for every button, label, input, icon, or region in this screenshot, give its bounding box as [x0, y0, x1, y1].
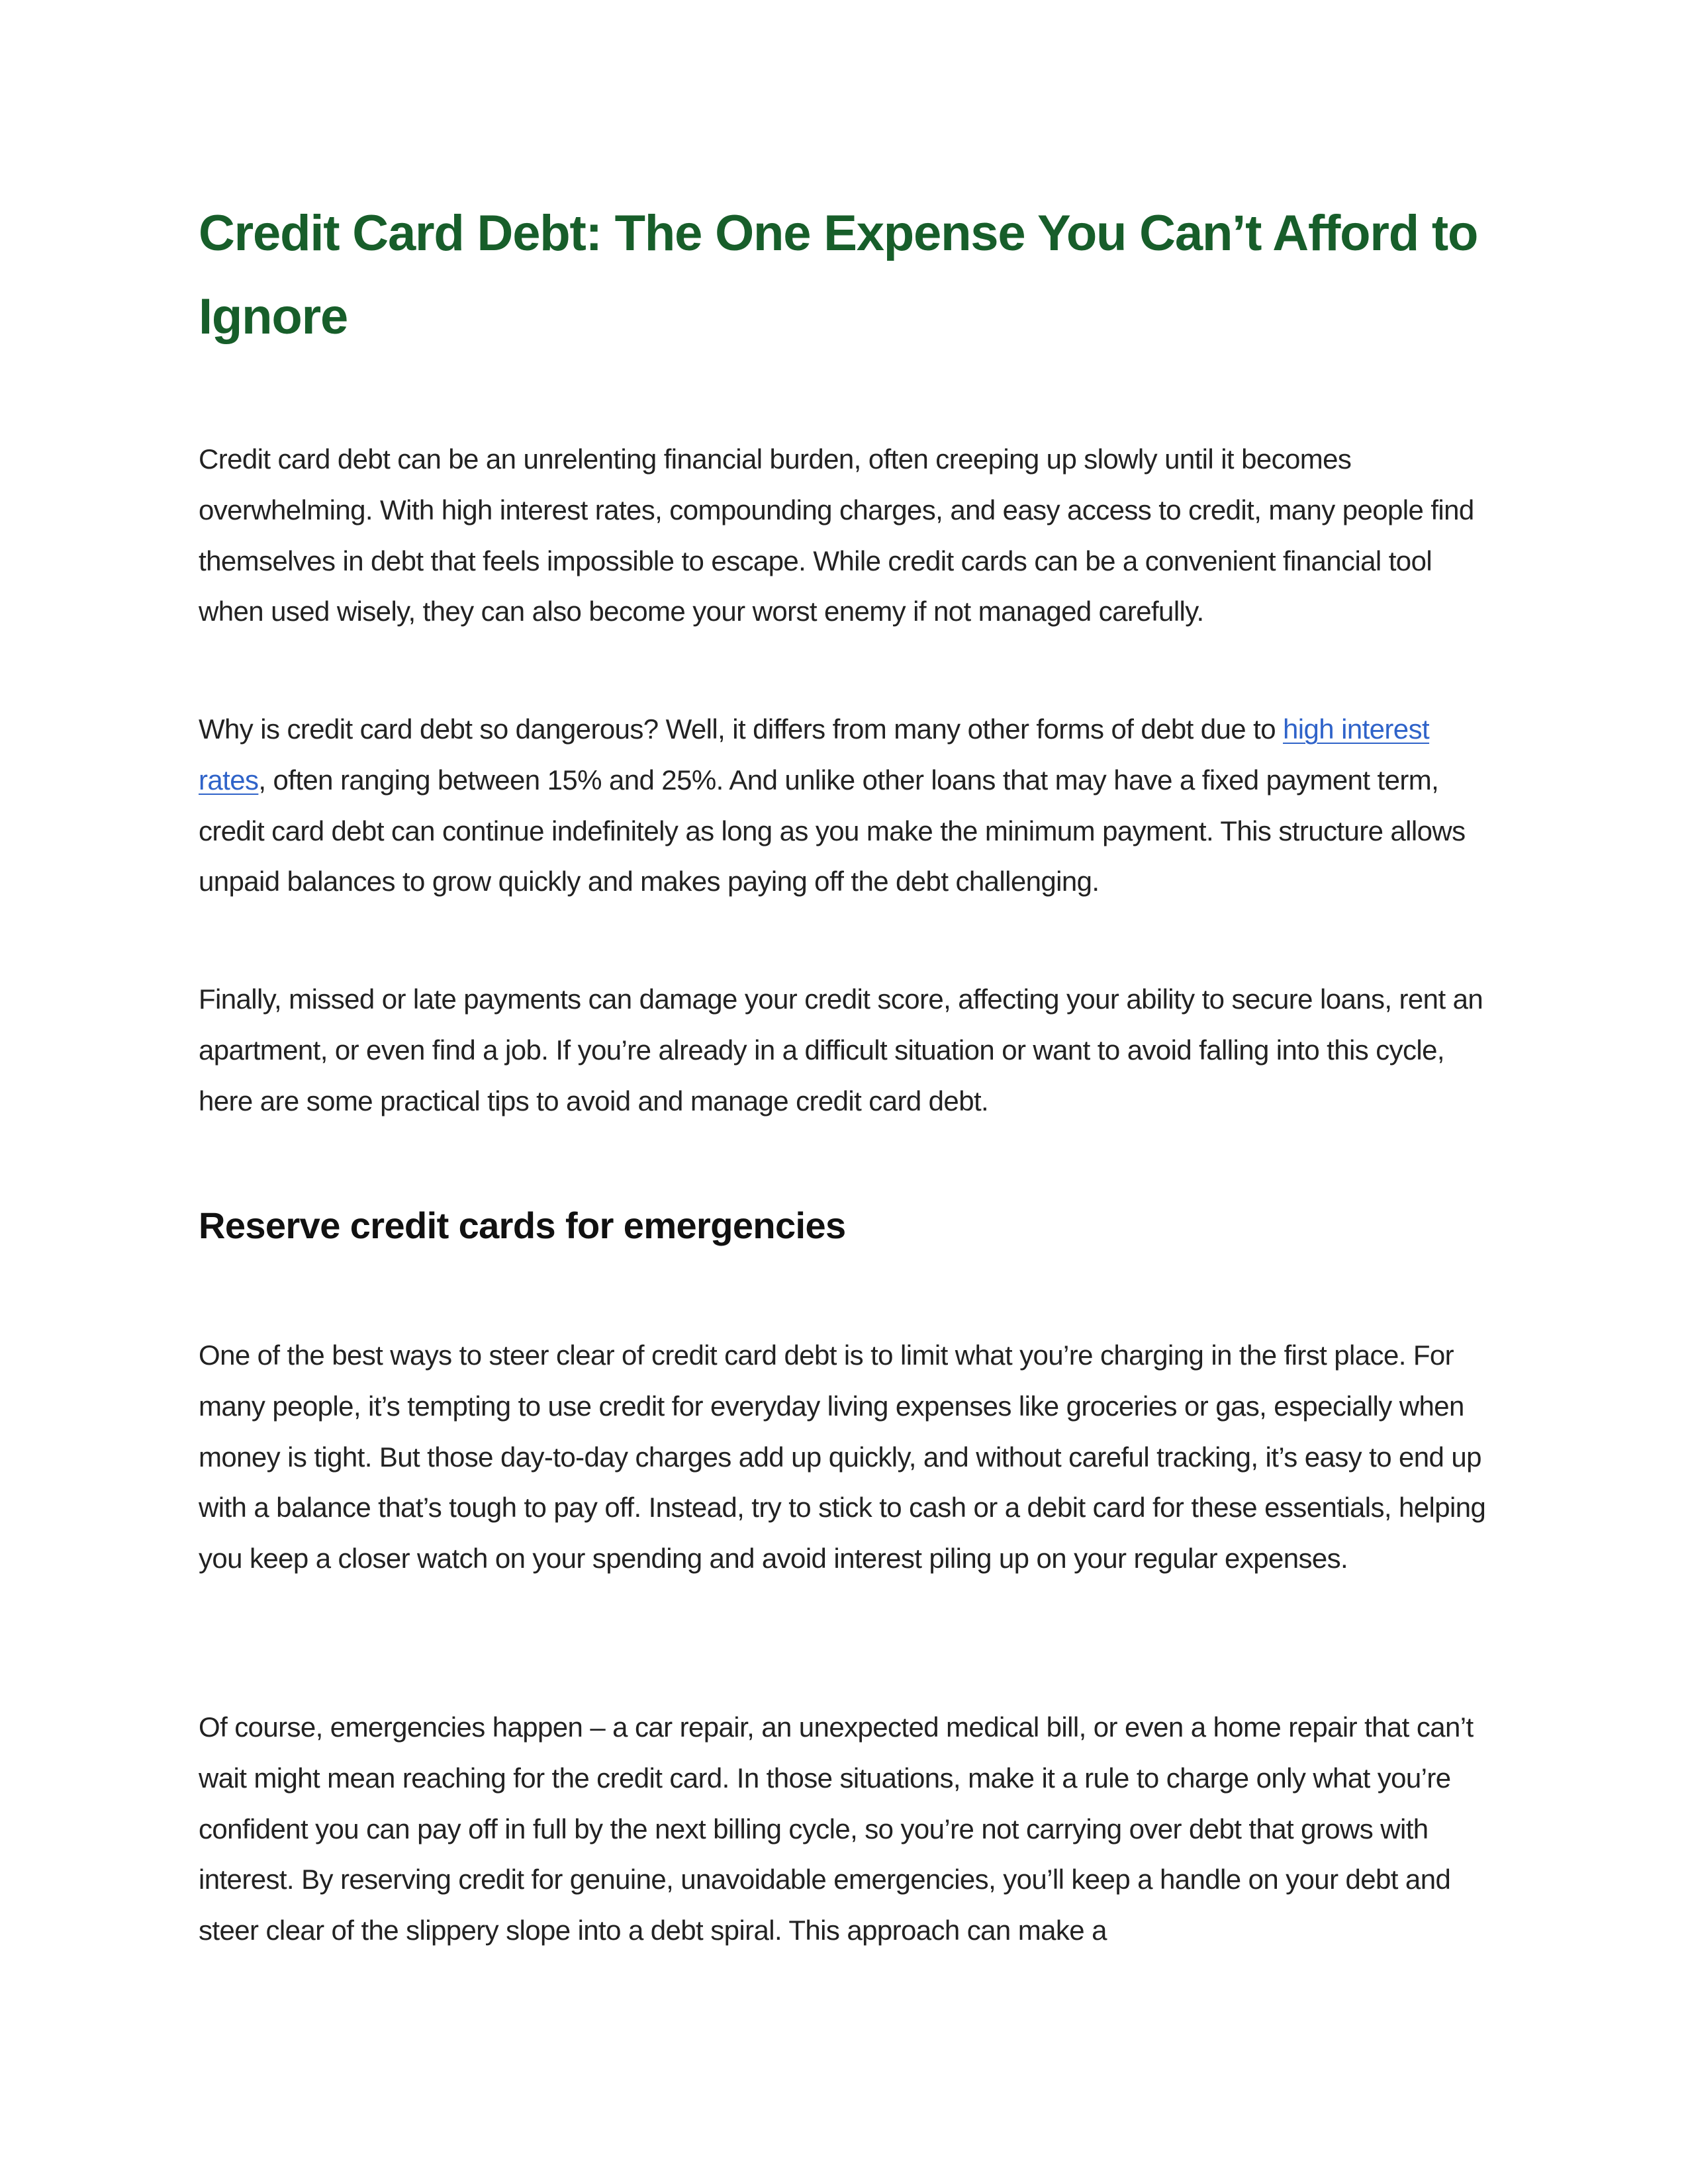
intro-paragraph-2	[199, 704, 1496, 907]
section-heading-reserve-credit-cards: Reserve credit cards for emergencies	[199, 1205, 846, 1246]
intro-paragraph-3: Finally, missed or late payments can damage your credit score, affecting your ability to secure loans, rent an apartment, or even find a job. If you’re already in a difficult situation or want to avoid falling into this cycle, here are some practical tips to avoid and manage credit card debt.	[199, 983, 1483, 1116]
intro-paragraph-2-text-start: Why is credit card debt so dangerous? Well, it differs from many other forms of debt due to	[199, 713, 1284, 745]
high-interest-rates-link[interactable]: high interest rates	[199, 713, 1430, 796]
document-title: Credit Card Debt: The One Expense You Can’t Afford to Ignore	[199, 205, 1478, 345]
section-1-paragraph-1: One of the best ways to steer clear of credit card debt is to limit what you’re charging in the first place. For many people, it’s tempting to use credit for everyday living expenses like groceries or gas, especially when money is tight. But those day-to-day charges add up quickly, and without careful tracking, it’s easy to end up with a balance that’s tough to pay off. Instead, try to stick to cash or a debit card for these essentials, helping you keep a closer watch on your spending and avoid interest piling up on your regular expenses.	[199, 1340, 1486, 1574]
intro-paragraph-1: Credit card debt can be an unrelenting financial burden, often creeping up slowly until it becomes overwhelming. With high interest rates, compounding charges, and easy access to credit, many people find themselves in debt that feels impossible to escape. While credit cards can be a convenient financial tool when used wisely, they can also become your worst enemy if not managed carefully.	[199, 443, 1474, 627]
document-page	[199, 0, 1496, 2184]
section-1-paragraph-2: Of course, emergencies happen – a car repair, an unexpected medical bill, or even a home repair that can’t wait might mean reaching for the credit card. In those situations, make it a rule to charge only what you’re confident you can pay off in full by the next billing cycle, so you’re not carrying over debt that grows with interest. By reserving credit for genuine, unavoidable emergencies, you’ll keep a handle on your debt and steer clear of the slippery slope into a debt spiral. This approach can make a	[199, 1711, 1474, 1946]
intro-paragraph-2-text-end: , often ranging between 15% and 25%. And unlike other loans that may have a fixed payment term, credit card debt can continue indefinitely as long as you make the minimum payment. This structure allows unpaid balances to grow quickly and makes paying off the debt challenging.	[199, 764, 1466, 897]
